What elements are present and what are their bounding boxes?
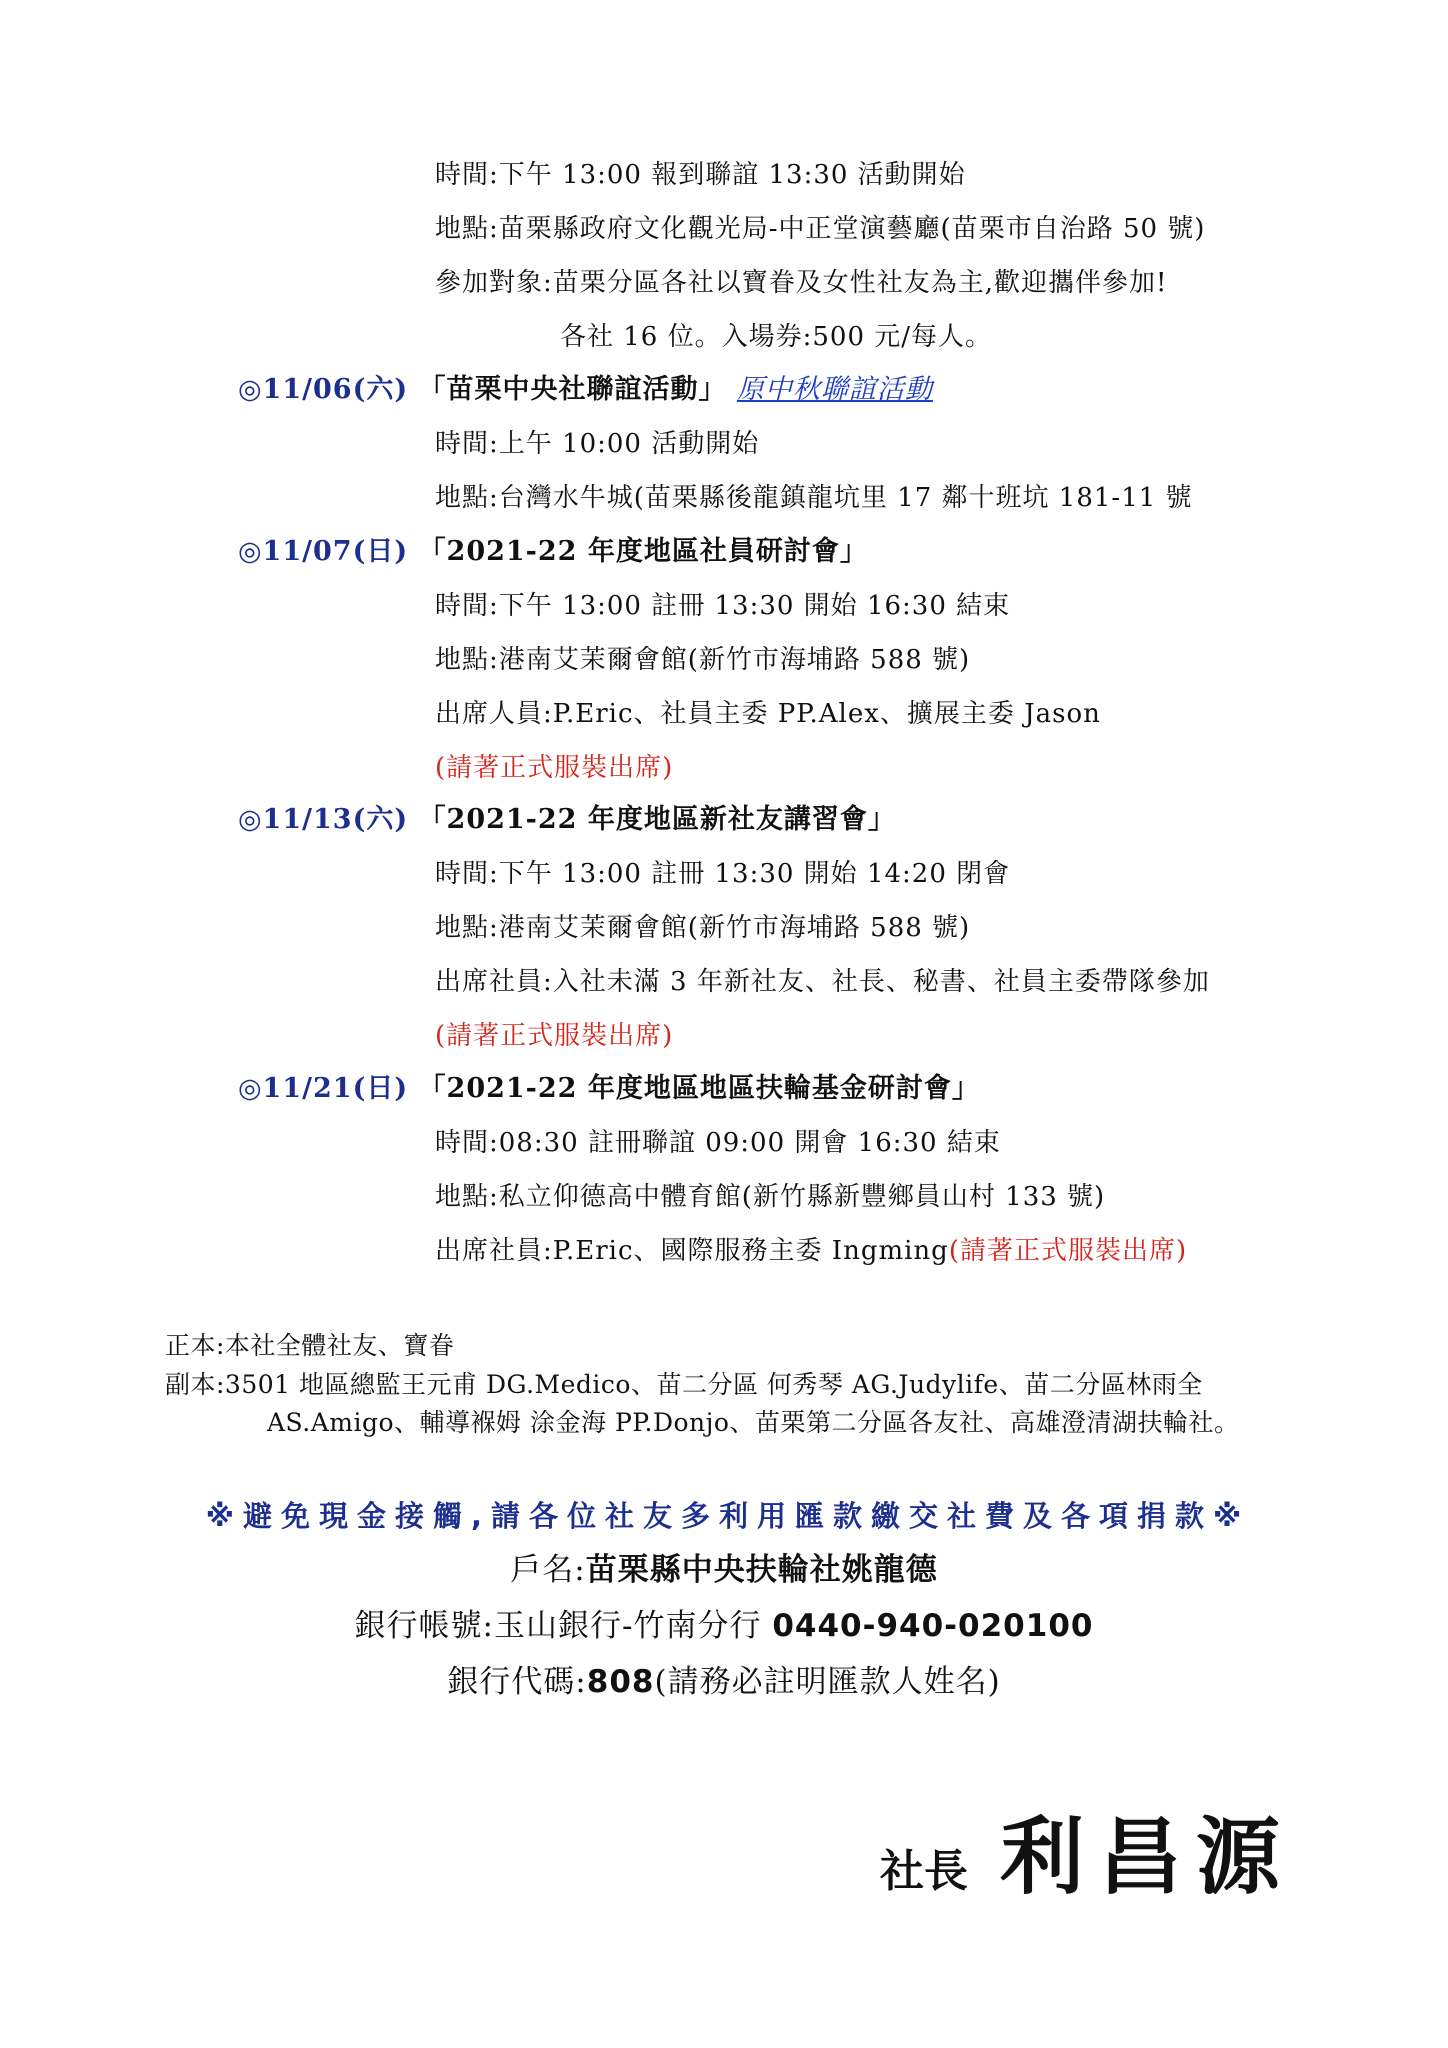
intro-target: 參加對象:苗栗分區各社以寶眷及女性社友為主,歡迎攜伴參加! <box>435 268 1168 298</box>
event-time: 時間:上午 10:00 活動開始 <box>435 429 760 459</box>
event-time: 時間:下午 13:00 註冊 13:30 開始 14:20 閉會 <box>435 859 1011 889</box>
event-attendees-text: 出席社員:P.Eric、國際服務主委 Ingming <box>435 1236 949 1266</box>
event-date: ◎11/21(日) <box>238 1073 409 1104</box>
event-header <box>238 1072 980 1106</box>
distribution-copy-line1: 副本:3501 地區總監王元甫 DG.Medico、苗二分區 何秀琴 AG.Judylife、苗二分區林雨全 <box>165 1370 1203 1399</box>
bank-account-number-label: 銀行帳號:玉山銀行-竹南分行 <box>354 1608 773 1644</box>
event-attendees <box>435 1234 1187 1268</box>
distribution-original: 正本:本社全體社友、寶眷 <box>165 1331 455 1360</box>
event-attendees: 出席社員:入社未滿 3 年新社友、社長、秘書、社員主委帶隊參加 <box>435 967 1210 997</box>
event-date: ◎11/06(六) <box>238 374 409 405</box>
distribution-copy-line2: AS.Amigo、輔導褓姆 涂金海 PP.Donjo、苗栗第二分區各友社、高雄澄清湖扶輪社。 <box>267 1408 1240 1437</box>
event-place: 地點:港南艾茉爾會館(新竹市海埔路 588 號) <box>435 645 971 675</box>
event-title: 「2021-22 年度地區新社友講習會」 <box>418 804 896 835</box>
dress-code-note: (請著正式服裝出席) <box>435 753 674 783</box>
bank-account-name <box>0 1544 1448 1589</box>
bank-account-name-label: 戶名: <box>510 1552 586 1588</box>
bank-account-number-value: 0440-940-020100 <box>772 1608 1094 1644</box>
dress-code-note: (請著正式服裝出席) <box>948 1236 1188 1266</box>
bank-code-label: 銀行代碼: <box>447 1664 587 1700</box>
event-date: ◎11/13(六) <box>238 804 409 835</box>
event-header <box>238 803 896 837</box>
event-note-link[interactable]: 原中秋聯誼活動 <box>736 374 933 405</box>
event-place: 地點:港南艾茉爾會館(新竹市海埔路 588 號) <box>435 913 971 943</box>
signature-name: 利昌源 <box>1000 1808 1295 1906</box>
event-title: 「2021-22 年度地區社員研討會」 <box>418 536 868 567</box>
event-title: 「苗栗中央社聯誼活動」 <box>418 374 727 405</box>
event-header <box>238 535 868 569</box>
bank-code <box>0 1656 1448 1701</box>
event-time: 時間:08:30 註冊聯誼 09:00 開會 16:30 結束 <box>435 1128 1001 1158</box>
event-header <box>238 373 933 407</box>
event-time: 時間:下午 13:00 註冊 13:30 開始 16:30 結束 <box>435 591 1011 621</box>
event-place: 地點:私立仰德高中體育館(新竹縣新豐鄉員山村 133 號) <box>435 1182 1106 1212</box>
event-place: 地點:台灣水牛城(苗栗縣後龍鎮龍坑里 17 鄰十班坑 181-11 號 <box>435 483 1193 513</box>
bank-code-note: (請務必註明匯款人姓名) <box>654 1664 1001 1700</box>
bank-code-value: 808 <box>586 1664 655 1700</box>
bank-account-name-value: 苗栗縣中央扶輪社姚龍德 <box>585 1552 938 1588</box>
event-date: ◎11/07(日) <box>238 536 409 567</box>
event-title: 「2021-22 年度地區地區扶輪基金研討會」 <box>418 1073 980 1104</box>
intro-time: 時間:下午 13:00 報到聯誼 13:30 活動開始 <box>435 160 966 190</box>
dress-code-note: (請著正式服裝出席) <box>435 1021 674 1051</box>
intro-place: 地點:苗栗縣政府文化觀光局-中正堂演藝廳(苗栗市自治路 50 號) <box>435 214 1206 244</box>
bank-account-number <box>0 1600 1448 1645</box>
intro-quota: 各社 16 位。入場券:500 元/每人。 <box>560 322 993 352</box>
event-attendees: 出席人員:P.Eric、社員主委 PP.Alex、擴展主委 Jason <box>435 699 1101 729</box>
remittance-notice: ※避免現金接觸,請各位社友多利用匯款繳交社費及各項捐款※ <box>205 1499 1251 1533</box>
signature-role: 社長 <box>880 1846 968 1897</box>
signature <box>880 1790 1294 1911</box>
